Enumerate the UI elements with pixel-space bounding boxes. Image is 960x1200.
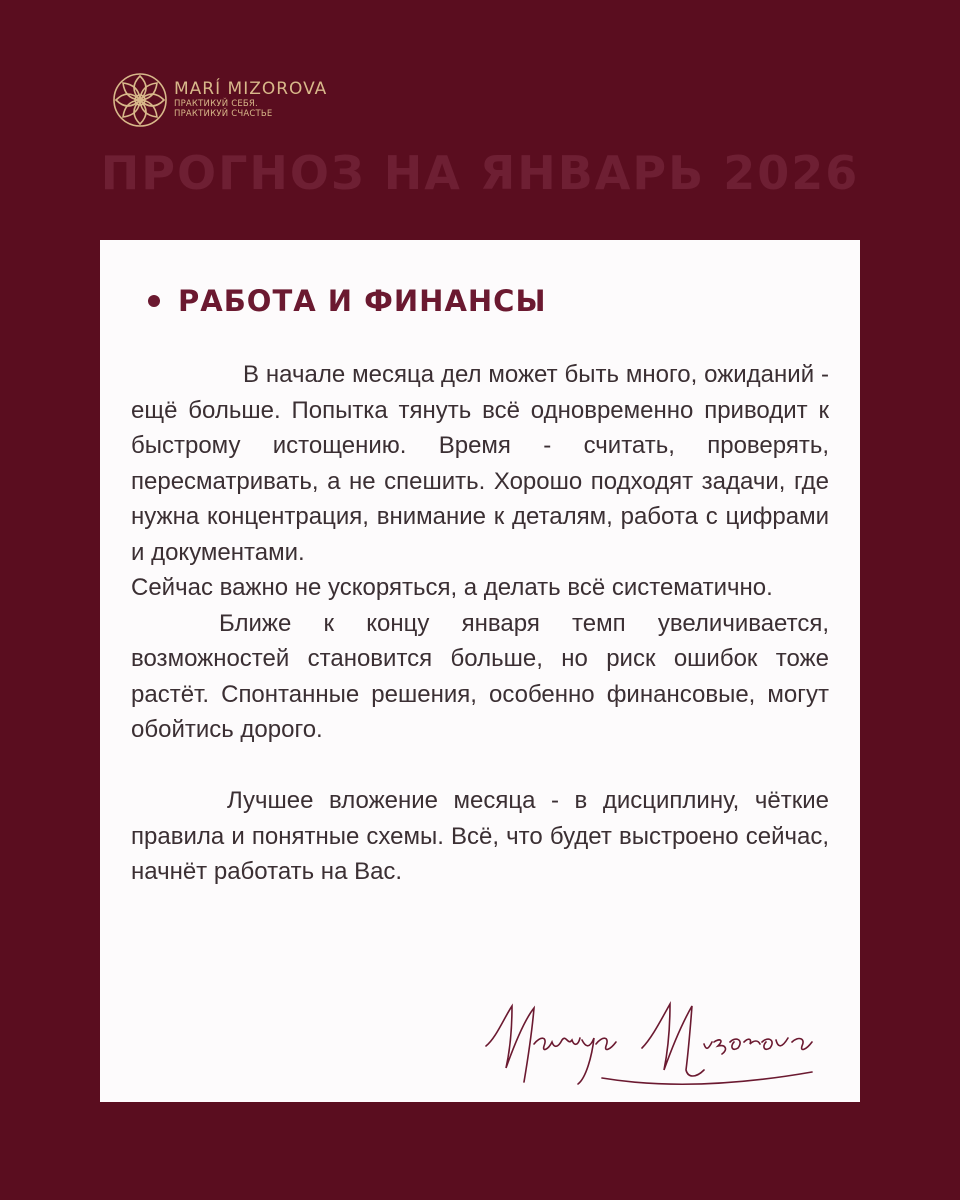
section-title: РАБОТА И ФИНАНСЫ [178,284,547,318]
paragraph-1: В начале месяца дел может быть много, ожиданий - ещё больше. Попытка тянуть всё одновременно приводит к быстрому истощению. Время - считать, проверять, пересматривать, а не спешить. Хорошо подходят задачи, где нужна концентрация, внимание к деталям, работа с цифрами и документами. [131,361,829,566]
brand-block [112,72,327,128]
page-title: ПРОГНОЗ НА ЯНВАРЬ 2026 [100,146,860,200]
section-heading [148,284,547,318]
paragraph-spacer [131,748,829,784]
handwritten-signature [482,998,832,1088]
paragraph-3: Ближе к концу января темп увеличивается, возможностей становится больше, но риск ошибок тоже растёт. Спонтанные решения, особенно финансовые, могут обойтись дорого. [131,609,829,743]
paragraph-4: Лучшее вложение месяца - в дисциплину, чёткие правила и понятные схемы. Всё, что будет выстроено сейчас, начнёт работать на Вас. [131,787,829,885]
brand-text [174,80,327,119]
brand-name: MARÍ MIZOROVA [174,79,328,100]
brand-tagline-1: ПРАКТИКУЙ СЕБЯ. [174,99,258,109]
content-card [100,240,860,1102]
brand-tagline-2: ПРАКТИКУЙ СЧАСТЬЕ [174,108,273,119]
bullet-dot-icon [148,295,160,307]
body-text [131,357,829,890]
paragraph-2: Сейчас важно не ускоряться, а делать всё систематично. [131,574,773,601]
lotus-mandala-icon [112,72,168,128]
